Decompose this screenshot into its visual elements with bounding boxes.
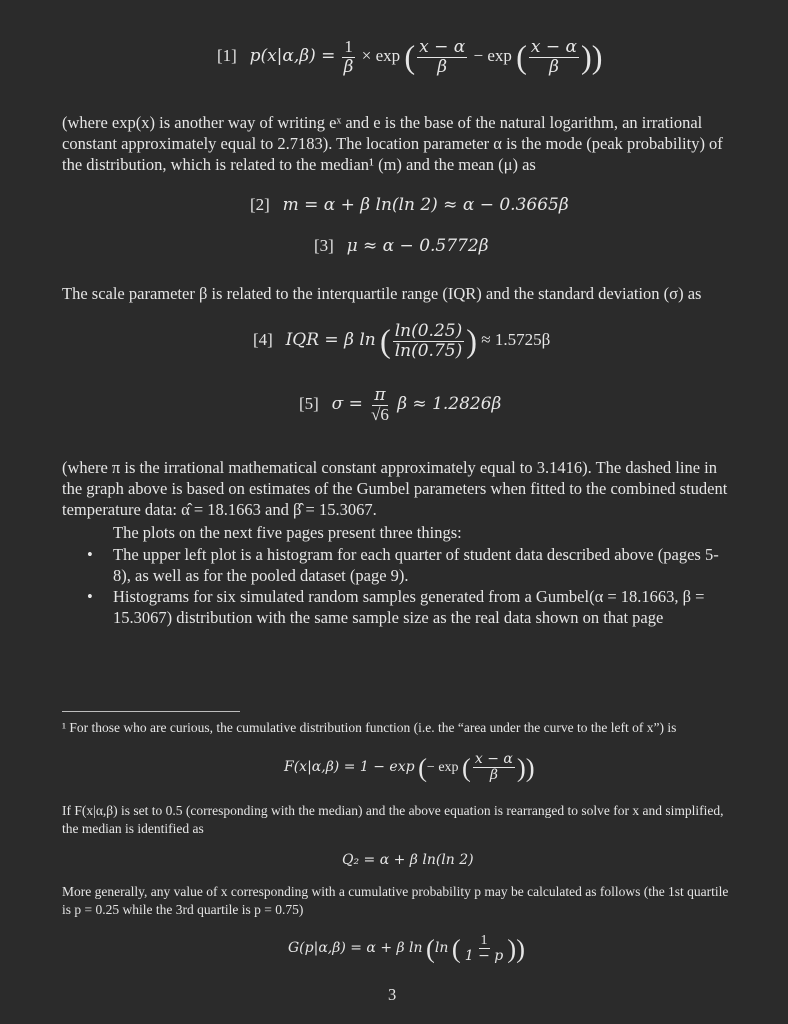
footnote-cdf-intro: ¹ For those who are curious, the cumulative distribution function (i.e. the “area under the curve to the left of x”) is <box>62 720 677 735</box>
equation-3: [3] μ ≈ α − 0.5772β <box>314 236 489 256</box>
equation-1-lhs: p(x|α,β) = <box>249 46 336 67</box>
equation-5-frac: $\frac{\pi}{√6}$ <box>371 385 389 424</box>
equation-4-frac: $\frac{\ln(0.25)}{\ln(0.75)}$ <box>394 321 463 361</box>
equation-1-frac1: $\frac{x - \alpha}{\beta}$ <box>419 37 466 77</box>
equation-5-lhs: σ = <box>331 394 363 415</box>
equation-4-lhs: IQR = β ln <box>285 330 376 351</box>
paragraph-plots-intro: The plots on the next five pages present three things: <box>113 523 462 542</box>
cdf-frac: $\frac{x - \alpha}{\beta}$ <box>474 751 513 784</box>
paragraph-scale-parameter: The scale parameter β is related to the interquartile range (IQR) and the standard deviation (σ) as <box>62 284 702 303</box>
cdf-equation: F(x|α,β) = 1 − exp (− exp ( $\frac{x - \alpha}{\beta}$ )) <box>284 751 535 784</box>
paragraph-gumbel-estimates: (where π is the irrational mathematical constant approximately equal to 3.1416). The dashed line in the graph above is based on estimates of the Gumbel parameters when fitted to the combined student temperature data: α̂ = 18.1663 and β̂ = 15.3067. <box>62 458 728 519</box>
footnote-quantile-text: More generally, any value of x corresponding with a cumulative probability p may be calculated as follows (the 1st quartile is p = 0.25 while the 3rd quartile is p = 0.75) <box>62 884 729 917</box>
footnote-median-text: If F(x|α,β) is set to 0.5 (corresponding with the median) and the above equation is rearranged to solve for x and simplified, the median is identified as <box>62 803 724 836</box>
page-number: 3 <box>388 985 397 1004</box>
equation-2: [2] m = α + β ln(ln 2) ≈ α − 0.3665β <box>250 195 569 215</box>
equation-1-frac2: $\frac{x - \alpha}{\beta}$ <box>530 37 578 77</box>
footnote-separator <box>62 711 240 712</box>
equation-3-body: μ ≈ α − 0.5772β <box>346 236 489 256</box>
equation-1: [1] p(x|α,β) = $\frac{1}{\beta}$ × exp ( $\frac{x - \alpha}{\beta}$ − exp ( $\frac{x - \alpha}{\beta}$ )) <box>217 37 603 77</box>
quantile-equation: G(p|α,β) = α + β ln (ln ( $\frac{1}{1 - p}$ )) <box>288 933 525 965</box>
equation-5: [5] σ = $\frac{\pi}{√6}$ β ≈ 1.2826β <box>299 385 502 424</box>
median-equation: Q₂ = α + β ln(ln 2) <box>342 852 474 868</box>
equation-5-rhs: β ≈ 1.2826β <box>397 394 502 415</box>
equation-1-times-exp: × exp <box>361 46 401 66</box>
equation-2-body: m = α + β ln(ln 2) ≈ α − 0.3665β <box>282 195 569 215</box>
equation-1-minus-exp: − exp <box>473 46 512 66</box>
quantile-frac: $\frac{1}{1 - p}$ <box>464 933 504 965</box>
equation-4-rhs: ≈ 1.5725β <box>481 330 551 350</box>
equation-1-label: [1] <box>217 46 237 66</box>
bullet-item: • The upper left plot is a histogram for each quarter of student data described above (pages 5-8), as well as for the pooled dataset (page 9). <box>113 544 731 586</box>
bullet-list <box>113 544 731 628</box>
equation-4: [4] IQR = β ln ( $\frac{\ln(0.25)}{\ln(0.75)}$ ) ≈ 1.5725β <box>253 321 551 361</box>
paragraph-exp-definition: (where exp(x) is another way of writing eˣ and e is the base of the natural logarithm, an irrational constant approximately equal to 2.7183). The location parameter α is the mode (peak probability) of the distribution, which is related to the median¹ (m) and the mean (μ) as <box>62 113 723 174</box>
bullet-item: • Histograms for six simulated random samples generated from a Gumbel(α = 18.1663, β = 15.3067) distribution with the same sample size as the real data shown on that page <box>113 586 731 628</box>
equation-1-coef: $\frac{1}{\beta}$ <box>343 37 354 77</box>
